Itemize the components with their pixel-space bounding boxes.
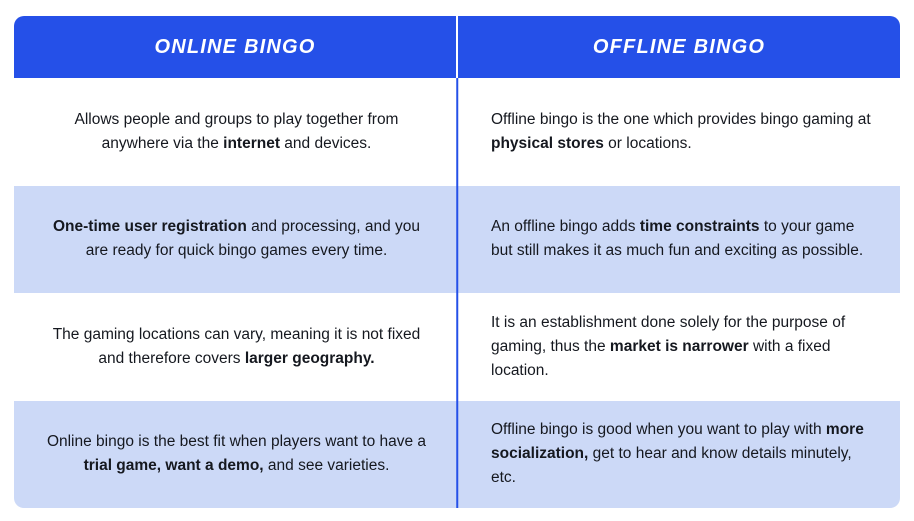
cell-text: Offline bingo is good when you want to play with more socialization, get to hear and know details minutely, etc. (491, 421, 864, 487)
cell-offline-bingo (457, 186, 900, 294)
cell-text: Online bingo is the best fit when players want to have a trial game, want a demo, and see varieties. (46, 433, 427, 475)
table-row (14, 293, 900, 401)
header-divider (456, 16, 458, 78)
table-row (14, 401, 900, 509)
emphasis-text: market is narrower (609, 337, 749, 355)
emphasis-text: One-time user registration (53, 218, 247, 236)
cell-online-bingo (14, 401, 457, 509)
table-row (14, 78, 900, 186)
table-header-row (14, 16, 900, 78)
cell-text: It is an establishment done solely for the purpose of gaming, thus the market is narrower with a fixed location. (491, 313, 846, 379)
comparison-table (14, 16, 900, 508)
emphasis-text: physical stores (491, 134, 604, 152)
cell-offline-bingo (457, 78, 900, 186)
emphasis-text: time constraints (639, 218, 760, 236)
cell-online-bingo (14, 293, 457, 401)
cell-text: Offline bingo is the one which provides bingo gaming at physical stores or locations. (491, 110, 871, 152)
column-header-offline-bingo-label: OFFLINE BINGO (592, 35, 766, 58)
column-header-online-bingo-label: ONLINE BINGO (154, 35, 316, 58)
table-row (14, 186, 900, 294)
cell-offline-bingo (457, 401, 900, 509)
column-header-offline-bingo (458, 16, 900, 78)
cell-offline-bingo (457, 293, 900, 401)
column-header-online-bingo (14, 16, 456, 78)
cell-text: Allows people and groups to play together from anywhere via the internet and devices. (74, 110, 399, 152)
emphasis-text: more socialization, (491, 421, 864, 463)
cell-online-bingo (14, 186, 457, 294)
cell-text: The gaming locations can vary, meaning it is not fixed and therefore covers larger geography. (52, 325, 421, 367)
table-body (14, 78, 900, 508)
cell-text: An offline bingo adds time constraints to your game but still makes it as much fun and exciting as possible. (491, 218, 864, 260)
cell-text: One-time user registration and processing, and you are ready for quick bingo games every time. (53, 218, 420, 260)
emphasis-text: trial game, want a demo, (83, 457, 264, 475)
emphasis-text: internet (223, 134, 280, 152)
cell-online-bingo (14, 78, 457, 186)
emphasis-text: larger geography. (244, 349, 375, 367)
